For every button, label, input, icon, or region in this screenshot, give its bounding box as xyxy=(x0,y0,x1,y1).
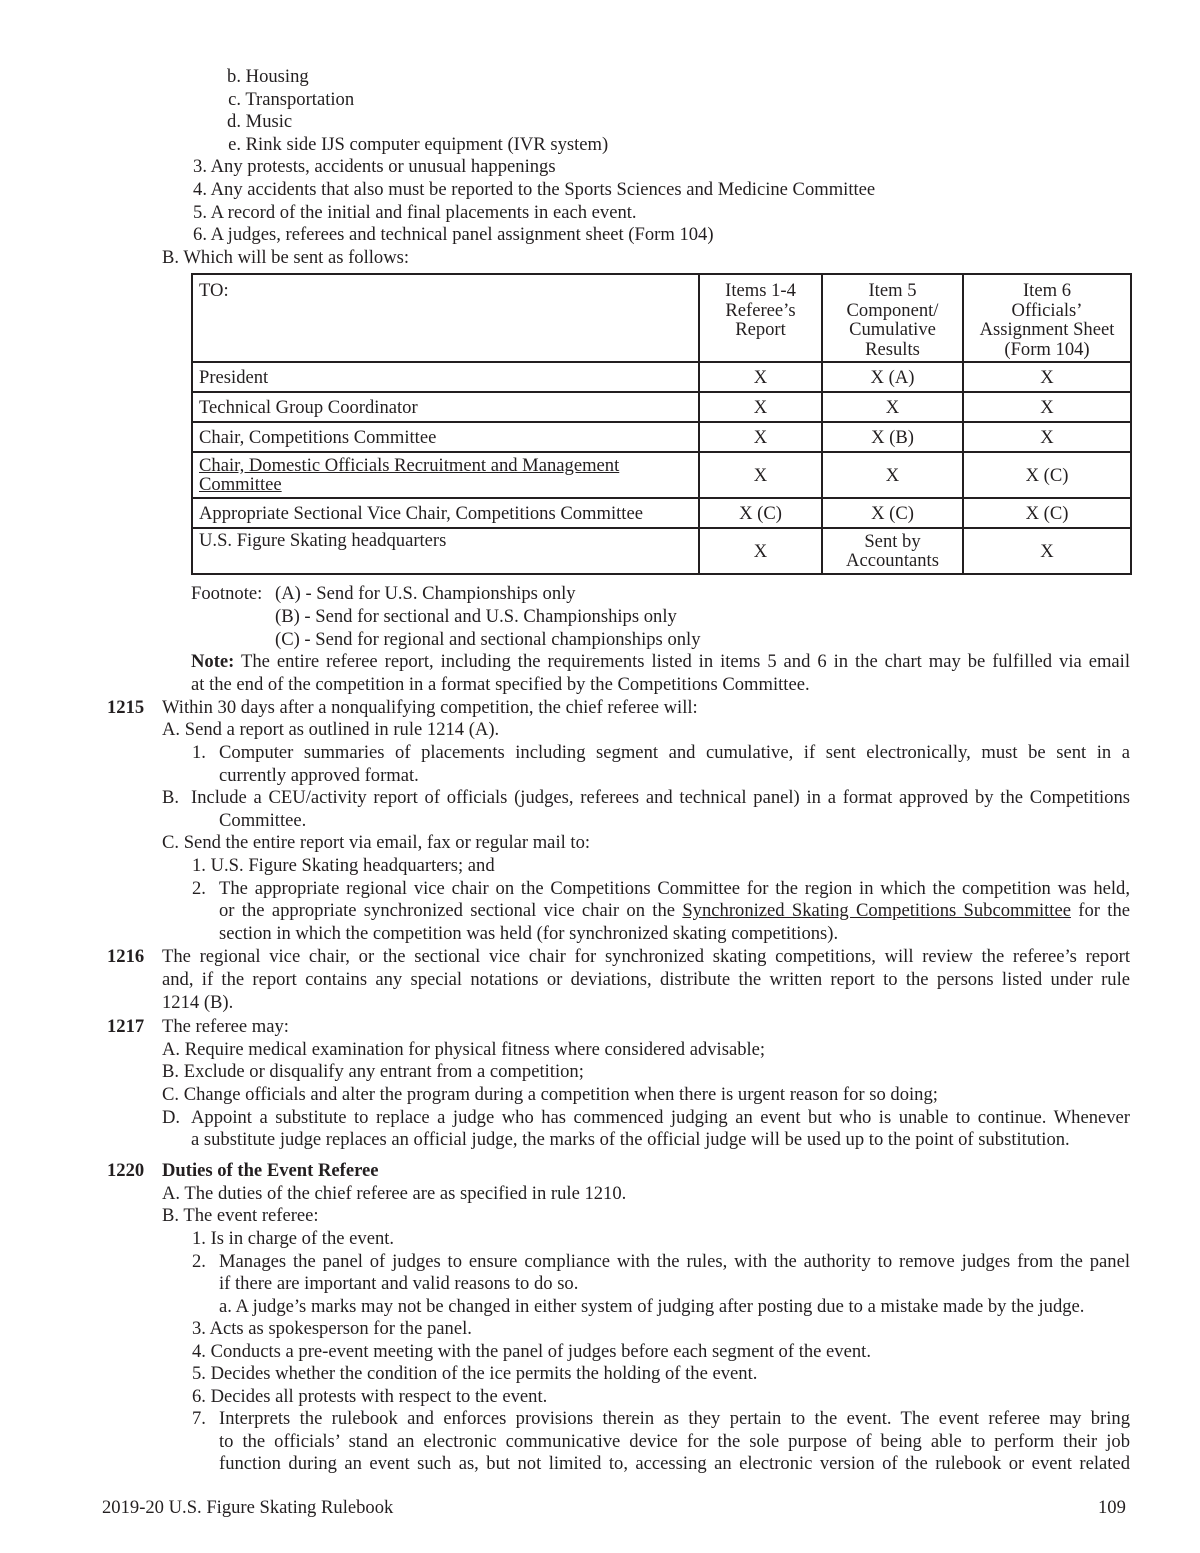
list-text: Decides all protests with respect to the event. xyxy=(210,1386,548,1407)
list-text: Is in charge of the event. xyxy=(210,1228,395,1249)
list-marker: 6. xyxy=(193,224,207,245)
list-text-cont: a substitute judge replaces an official judge, the marks of the official judge will be used up to the point of substitution. xyxy=(191,1129,1070,1150)
list-marker: 1. xyxy=(192,855,206,876)
cell-items-1-4: X xyxy=(699,392,822,422)
text-span: or the appropriate synchronized sectional vice chair on the xyxy=(219,900,676,921)
list-text: Manages the panel of judges to ensure compliance with the rules, with the authority to remove judges from the panel xyxy=(219,1251,1130,1272)
cell-item-6: X xyxy=(963,362,1131,392)
note-line-1 xyxy=(191,651,1130,674)
header-col1 xyxy=(699,274,822,362)
header-line: Referee’s xyxy=(725,299,796,321)
list-marker: 5. xyxy=(192,1363,206,1384)
list-marker: B. xyxy=(162,247,180,268)
footnote-label: Footnote: xyxy=(191,583,263,604)
list-marker: 7. xyxy=(192,1408,206,1429)
header-to xyxy=(192,274,699,362)
header-line: Results xyxy=(865,338,920,360)
header-line: Cumulative xyxy=(849,319,936,341)
header-line: Item 5 xyxy=(868,280,917,301)
list-text: Send the entire report via email, fax or regular mail to: xyxy=(183,832,591,853)
cell-items-1-4: X xyxy=(699,422,822,452)
cell-item-5-text: Sent by Accountants xyxy=(846,530,939,572)
cell-items-1-4: X xyxy=(699,528,822,574)
rule-number: 1215 xyxy=(107,697,145,718)
list-item xyxy=(192,1318,472,1341)
cell-item-5: X (B) xyxy=(822,422,963,452)
table-header-row xyxy=(192,274,1131,362)
list-marker: A. xyxy=(162,719,181,740)
table-row xyxy=(192,452,1131,498)
list-marker: a. xyxy=(219,1296,232,1317)
list-marker: d. xyxy=(227,111,241,132)
list-marker: 1. xyxy=(192,742,206,763)
cell-item-5: X (C) xyxy=(822,498,963,528)
list-text-cont: if there are important and valid reasons to do so. xyxy=(219,1273,579,1294)
list-marker: A. xyxy=(162,1183,181,1204)
list-text: Acts as spokesperson for the panel. xyxy=(209,1318,472,1339)
cell-items-1-4: X xyxy=(699,362,822,392)
cell-to: U.S. Figure Skating headquarters xyxy=(192,528,699,574)
list-text-cont: currently approved format. xyxy=(219,765,419,786)
list-item xyxy=(219,89,354,112)
list-marker: 4. xyxy=(192,1341,206,1362)
table-row xyxy=(192,392,1131,422)
header-line: Report xyxy=(735,319,786,341)
list-text-cont: to the officials’ stand an electronic communicative device for the sole purpose of being able to perform their job xyxy=(219,1431,1130,1452)
footnote-line xyxy=(191,583,262,606)
cell-item-5 xyxy=(822,528,963,574)
cell-items-1-4: X xyxy=(699,452,822,498)
list-marker: D. xyxy=(162,1107,181,1128)
list-text: A judges, referees and technical panel assignment sheet (Form 104) xyxy=(210,224,714,245)
cell-to: Chair, Competitions Committee xyxy=(192,422,699,452)
cell-to: Appropriate Sectional Vice Chair, Competitions Committee xyxy=(192,498,699,528)
table-row xyxy=(192,498,1131,528)
list-text: Conducts a pre-event meeting with the panel of judges before each segment of the event. xyxy=(210,1341,871,1362)
list-item xyxy=(162,1061,584,1084)
rule-number: 1220 xyxy=(107,1160,145,1181)
list-text: Appoint a substitute to replace a judge who has commenced judging an event but who is unable to continue. Whenever xyxy=(191,1107,1130,1128)
rule-intro: The referee may: xyxy=(162,1016,289,1037)
cell-item-6: X xyxy=(963,392,1131,422)
list-text: Which will be sent as follows: xyxy=(183,247,410,268)
list-item xyxy=(192,1363,757,1386)
cell-to xyxy=(192,452,699,498)
list-item xyxy=(162,832,590,855)
list-item xyxy=(162,1084,938,1107)
list-text: Interprets the rulebook and enforces provisions therein as they pertain to the event. The event referee may bring xyxy=(219,1408,1130,1429)
footnote-a: (A) - Send for U.S. Championships only xyxy=(275,583,576,604)
list-item xyxy=(162,1205,319,1228)
cell-items-1-4: X (C) xyxy=(699,498,822,528)
list-marker: B. xyxy=(162,1205,180,1226)
list-marker: B. xyxy=(162,1061,180,1082)
list-marker: 2. xyxy=(192,878,206,899)
list-item xyxy=(219,134,608,157)
list-item xyxy=(219,1296,1084,1319)
header-col3 xyxy=(963,274,1131,362)
list-text-cont: section in which the competition was held (for synchronized skating competitions). xyxy=(219,923,839,944)
header-col2 xyxy=(822,274,963,362)
list-text: Any protests, accidents or unusual happenings xyxy=(210,156,556,177)
table-row xyxy=(192,422,1131,452)
rule-text: 1214 (B). xyxy=(162,992,234,1013)
list-item xyxy=(162,1183,626,1206)
list-text: Change officials and alter the program during a competition when there is urgent reason for so doing; xyxy=(183,1084,938,1105)
note-label: Note: xyxy=(191,651,235,672)
page-number: 109 xyxy=(1098,1497,1126,1518)
list-text: Housing xyxy=(245,66,309,87)
synchronized-subcommittee-link[interactable]: Synchronized Skating Competitions Subcommittee xyxy=(682,900,1071,921)
cell-item-6: X xyxy=(963,528,1131,574)
list-text: Include a CEU/activity report of officials (judges, referees and technical panel) in a format approved by the Competitions xyxy=(191,787,1130,808)
footnote-b: (B) - Send for sectional and U.S. Championships only xyxy=(275,606,677,627)
cell-to: President xyxy=(192,362,699,392)
list-text: Decides whether the condition of the ice permits the holding of the event. xyxy=(210,1363,758,1384)
list-item xyxy=(190,224,714,247)
rule-number: 1216 xyxy=(107,946,145,967)
cell-to: Technical Group Coordinator xyxy=(192,392,699,422)
list-marker: 3. xyxy=(193,156,207,177)
footnote-c: (C) - Send for regional and sectional championships only xyxy=(275,629,701,650)
list-marker: C. xyxy=(162,1084,180,1105)
list-marker: B. xyxy=(162,787,180,808)
list-text: U.S. Figure Skating headquarters; and xyxy=(210,855,495,876)
cell-item-5: X xyxy=(822,452,963,498)
list-marker: 6. xyxy=(192,1386,206,1407)
list-item xyxy=(190,202,637,225)
list-text: The duties of the chief referee are as specified in rule 1210. xyxy=(184,1183,627,1204)
list-text: Exclude or disqualify any entrant from a competition; xyxy=(183,1061,584,1082)
list-item xyxy=(219,66,309,89)
list-marker: 4. xyxy=(193,179,207,200)
cell-item-6: X xyxy=(963,422,1131,452)
list-text: Any accidents that also must be reported to the Sports Sciences and Medicine Committee xyxy=(210,179,876,200)
list-text: Computer summaries of placements including segment and cumulative, if sent electronically, must be sent in a xyxy=(219,742,1130,763)
list-item xyxy=(192,1228,394,1251)
cell-item-5: X (A) xyxy=(822,362,963,392)
list-text: Require medical examination for physical fitness where considered advisable; xyxy=(184,1039,766,1060)
list-marker: A. xyxy=(162,1039,181,1060)
list-text: Music xyxy=(245,111,293,132)
list-marker: 5. xyxy=(193,202,207,223)
list-marker: e. xyxy=(228,134,241,155)
list-text: Rink side IJS computer equipment (IVR system) xyxy=(245,134,609,155)
table-row xyxy=(192,528,1131,574)
list-text-cont: Committee. xyxy=(219,810,307,831)
text-span: for the xyxy=(1078,900,1130,921)
table-row xyxy=(192,362,1131,392)
rule-intro: Within 30 days after a nonqualifying competition, the chief referee will: xyxy=(162,697,698,718)
header-line: Assignment Sheet xyxy=(979,319,1115,341)
header-line: Officials’ xyxy=(1011,299,1083,321)
list-item xyxy=(219,111,292,134)
distribution-table xyxy=(191,273,1132,575)
rule-text: The regional vice chair, or the sectional vice chair for synchronized skating competitions, will review the referee’s report xyxy=(162,946,1130,967)
cell-item-5: X xyxy=(822,392,963,422)
header-line: (Form 104) xyxy=(1004,338,1090,360)
header-line: Item 6 xyxy=(1022,280,1072,301)
header-line: Component/ xyxy=(846,299,939,321)
list-text: Transportation xyxy=(245,89,355,110)
list-item xyxy=(190,179,875,202)
section-title: Duties of the Event Referee xyxy=(162,1160,379,1181)
list-text: The event referee: xyxy=(183,1205,319,1226)
list-item xyxy=(192,1341,871,1364)
list-marker: 2. xyxy=(192,1251,206,1272)
list-marker: b. xyxy=(227,66,241,87)
footer-title: 2019-20 U.S. Figure Skating Rulebook xyxy=(102,1497,394,1518)
list-item xyxy=(192,855,495,878)
list-text: The appropriate regional vice chair on the Competitions Committee for the region in which the competition was held, xyxy=(219,878,1130,899)
list-text: A record of the initial and final placements in each event. xyxy=(210,202,637,223)
note-text: The entire referee report, including the requirements listed in items 5 and 6 in the chart may be fulfilled via email xyxy=(240,651,1130,672)
list-marker: 1. xyxy=(192,1228,206,1249)
list-text: A judge’s marks may not be changed in either system of judging after posting due to a mistake made by the judge. xyxy=(235,1296,1085,1317)
header-to-label: TO: xyxy=(199,280,229,301)
list-text: Send a report as outlined in rule 1214 (A). xyxy=(184,719,500,740)
list-item xyxy=(162,719,499,742)
list-item xyxy=(162,1039,765,1062)
list-marker: 3. xyxy=(192,1318,206,1339)
list-item xyxy=(190,156,556,179)
domestic-officials-committee-link[interactable]: Chair, Domestic Officials Recruitment and Management Committee xyxy=(199,454,620,496)
list-marker: c. xyxy=(228,89,241,110)
cell-item-6: X (C) xyxy=(963,498,1131,528)
note-line-2: at the end of the competition in a format specified by the Competitions Committee. xyxy=(191,674,810,695)
header-line: Items 1-4 xyxy=(725,280,796,301)
rule-text: and, if the report contains any special notations or deviations, distribute the written report to the persons listed under rule xyxy=(162,969,1130,990)
list-marker: C. xyxy=(162,832,180,853)
list-item xyxy=(192,1386,547,1409)
list-item xyxy=(162,247,409,270)
rule-number: 1217 xyxy=(107,1016,145,1037)
list-text-cont: function during an event such as, but not limited to, accessing an electronic version of the rulebook or event related xyxy=(219,1453,1130,1474)
list-text-cont xyxy=(219,900,1130,923)
cell-item-6: X (C) xyxy=(963,452,1131,498)
